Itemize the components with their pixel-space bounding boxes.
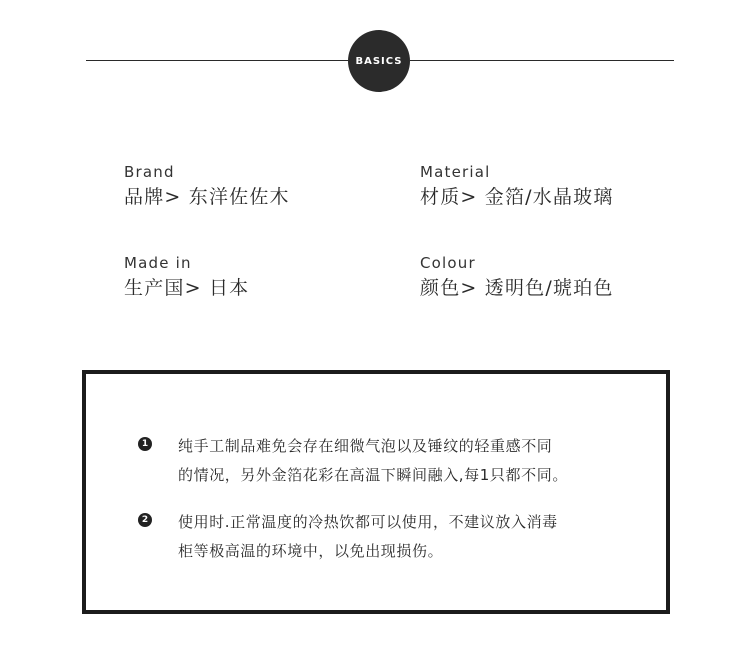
colour-field xyxy=(420,254,614,300)
basics-badge: BASICS xyxy=(348,30,410,92)
note-line: 柜等极高温的环境中，以免出现损伤。 xyxy=(178,542,444,560)
made-in-value: 生产国> 日本 xyxy=(124,277,250,299)
material-label: Material xyxy=(420,163,491,181)
note-number-badge: 1 xyxy=(138,437,152,451)
note-line: 的情况，另外金箔花彩在高温下瞬间融入,每1只都不同。 xyxy=(178,466,568,484)
header-rule-right xyxy=(410,60,674,61)
material-value: 材质> 金箔/水晶玻璃 xyxy=(420,186,614,208)
brand-field xyxy=(124,163,290,209)
note-item xyxy=(138,432,598,490)
notice-box xyxy=(82,370,670,614)
note-number-badge: 2 xyxy=(138,513,152,527)
note-text xyxy=(178,432,598,490)
made-in-field xyxy=(124,254,249,300)
brand-label: Brand xyxy=(124,163,175,181)
header-rule-left xyxy=(86,60,348,61)
note-item xyxy=(138,508,598,566)
note-text xyxy=(178,508,598,566)
brand-value: 品牌> 东洋佐佐木 xyxy=(124,186,290,208)
made-in-label: Made in xyxy=(124,254,192,272)
colour-label: Colour xyxy=(420,254,476,272)
colour-value: 颜色> 透明色/琥珀色 xyxy=(420,277,614,299)
note-line: 纯手工制品难免会存在细微气泡以及锤纹的轻重感不同 xyxy=(178,437,553,455)
note-line: 使用时.正常温度的冷热饮都可以使用，不建议放入消毒 xyxy=(178,513,558,531)
material-field xyxy=(420,163,614,209)
